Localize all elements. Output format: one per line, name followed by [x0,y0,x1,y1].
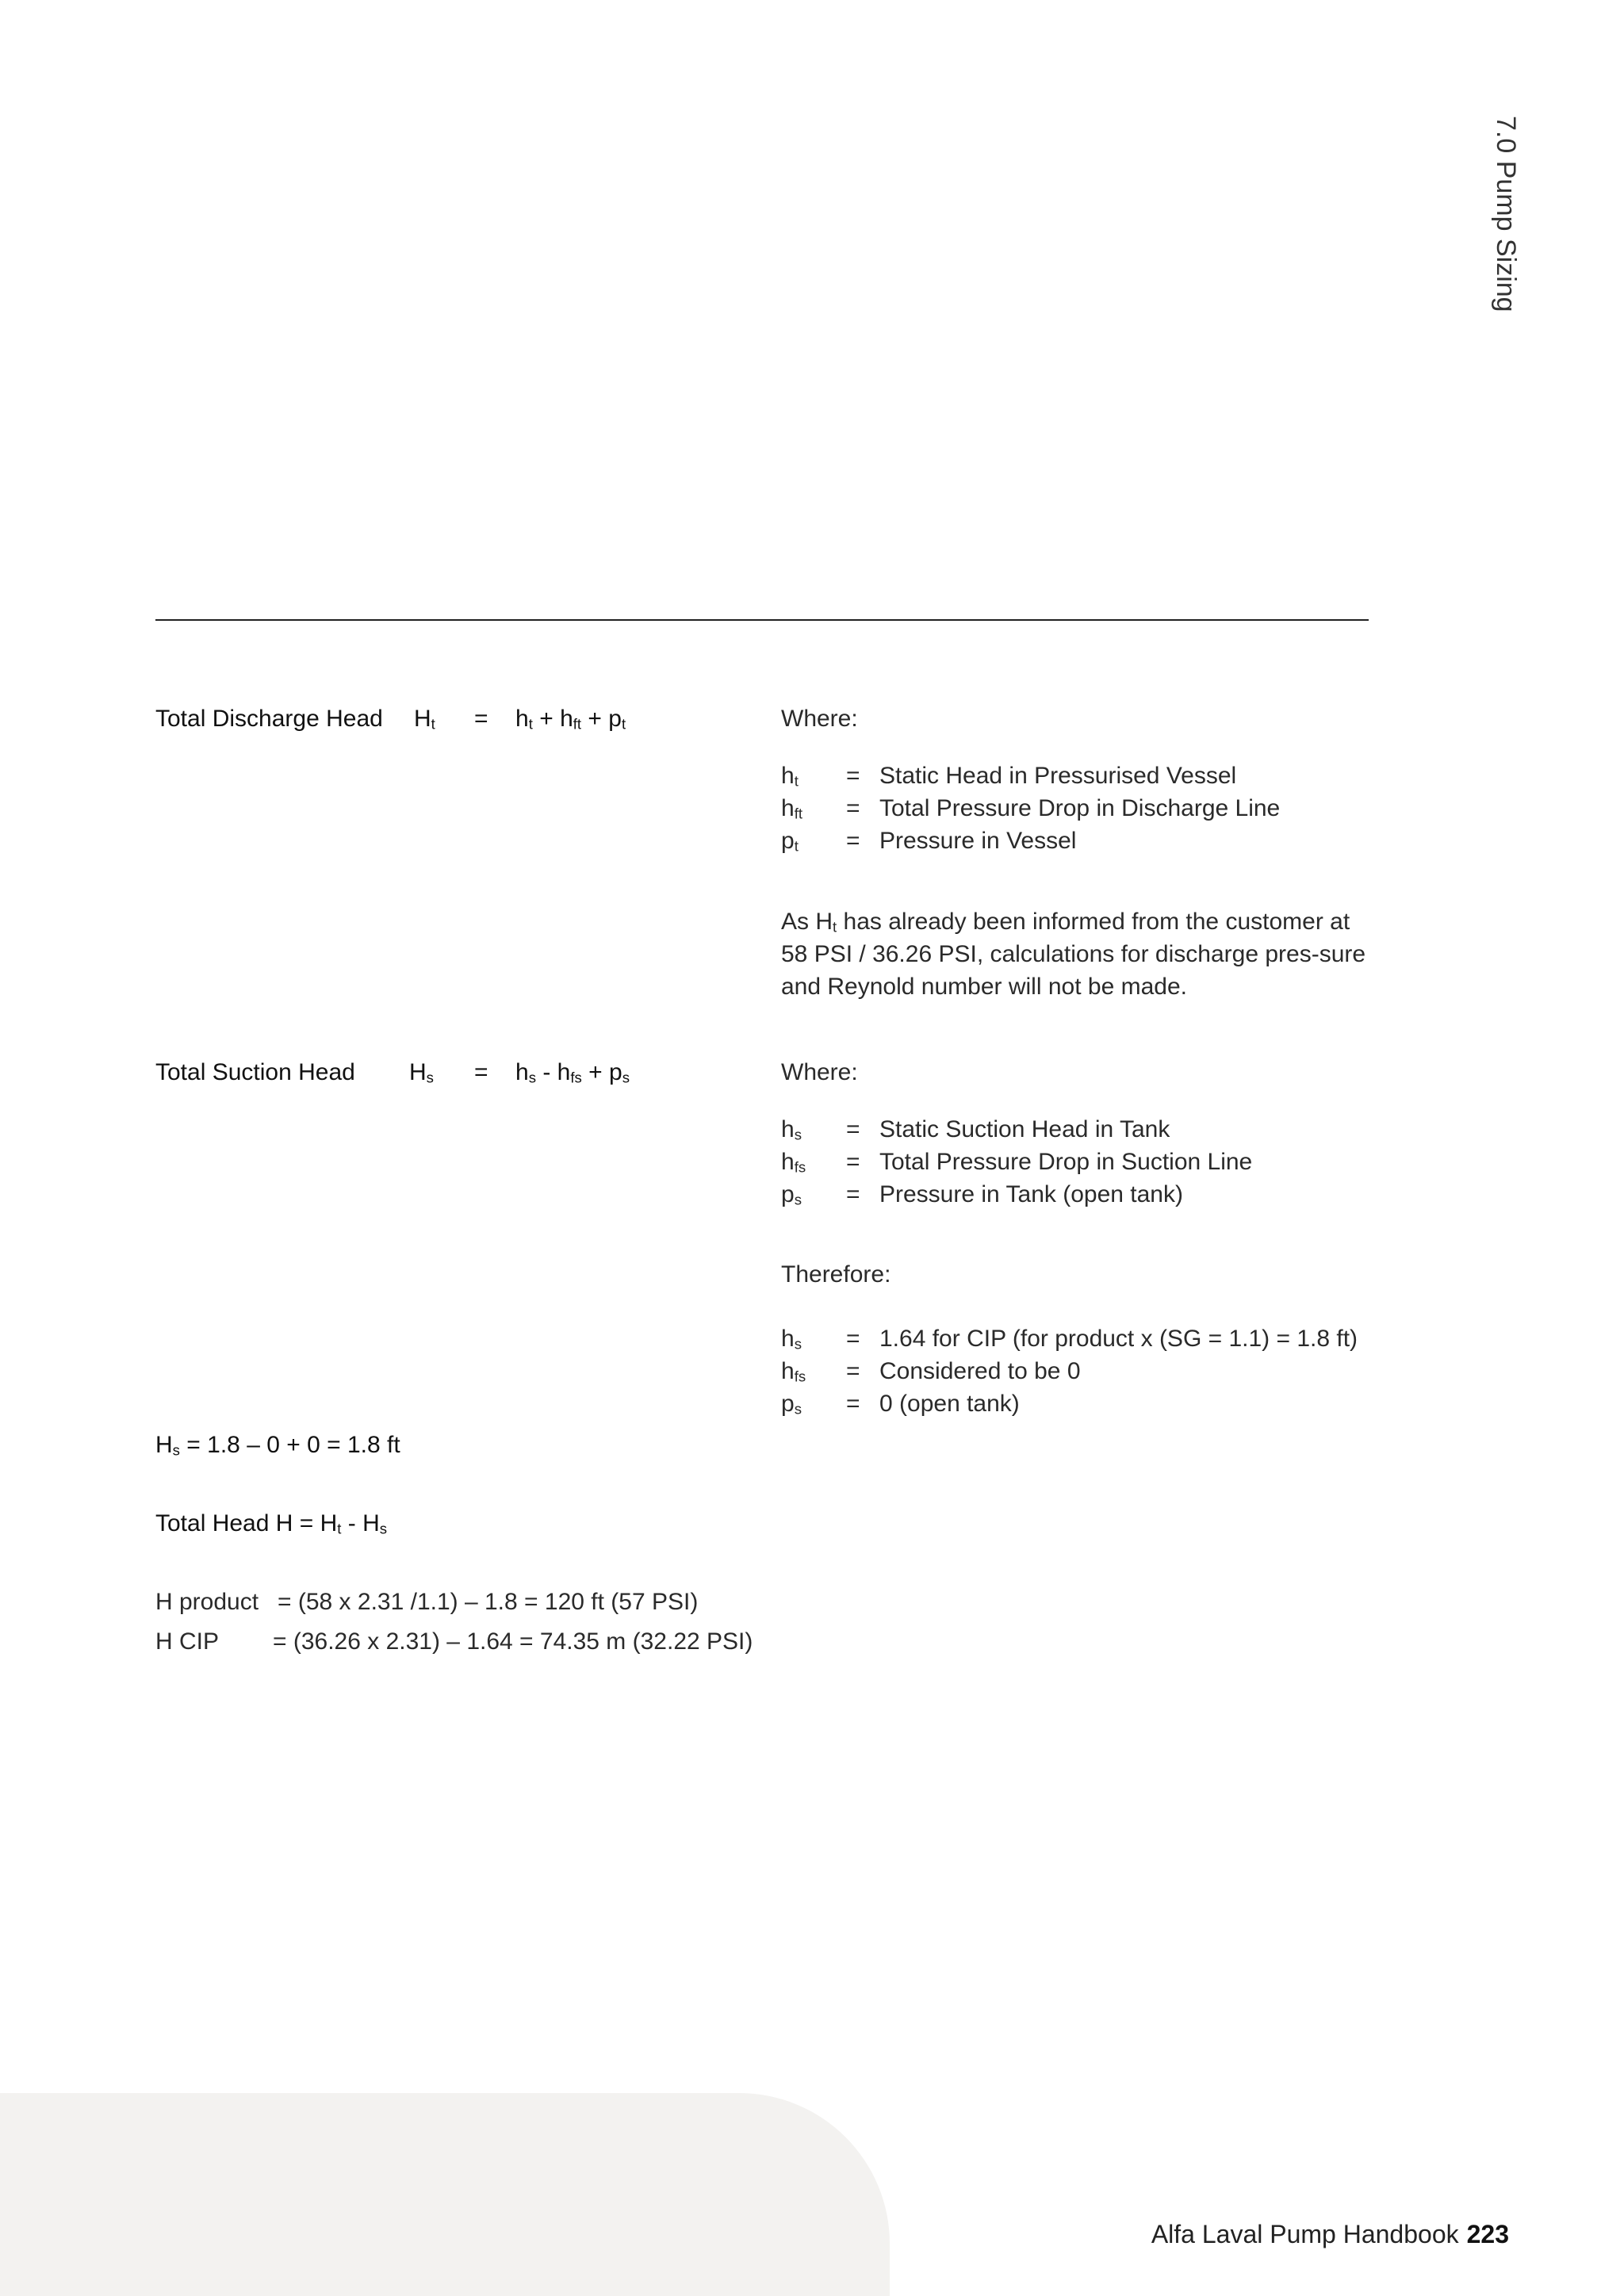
therefore-label: Therefore: [781,1261,891,1288]
calc-value: = (36.26 x 2.31) – 1.64 = 74.35 m (32.22 PSI) [273,1628,753,1655]
section-label: 7.0 Pump Sizing [1491,116,1521,312]
suction-where-label: Where: [781,1059,858,1085]
suction-equals: = [474,1059,488,1085]
suction-head-result: $H_s = 1.8 - 0 + 0 = 1.8$ ft [155,1432,400,1459]
calc-label: H CIP [155,1628,220,1655]
discharge-head-symbol: $H_t$ [414,706,435,733]
calc-row-product [155,1586,699,1617]
suction-formula: $h_s - h_{fs} + p_s$ [515,1059,630,1086]
suction-head-label: Total Suction Head [155,1059,355,1085]
discharge-head-label: Total Discharge Head [155,706,383,732]
total-head-formula: Total Head $H = H_t - H_s$ [155,1510,388,1537]
discharge-equals: = [474,706,488,732]
discharge-note-paragraph: As $H_t$ has already been informed from the customer at 58 PSI / 36.26 PSI, calculations for discharge pres-sure and Reynold number will not be made. [781,909,1366,1000]
calc-row-cip [155,1626,753,1657]
corner-background-shape [0,2093,890,2296]
suction-head-symbol: $H_s$ [409,1059,434,1086]
page-footer [1151,2220,1509,2249]
footer-title: Alfa Laval Pump Handbook [1151,2220,1459,2248]
horizontal-rule [155,619,1369,621]
calc-label: H product [155,1589,259,1615]
discharge-formula: $h_t + h_{ft} + p_t$ [515,706,626,733]
calc-value: = (58 x 2.31 /1.1) – 1.8 = 120 ft (57 PSI) [278,1589,699,1615]
page-number: 223 [1466,2220,1509,2248]
discharge-where-label: Where: [781,706,858,732]
